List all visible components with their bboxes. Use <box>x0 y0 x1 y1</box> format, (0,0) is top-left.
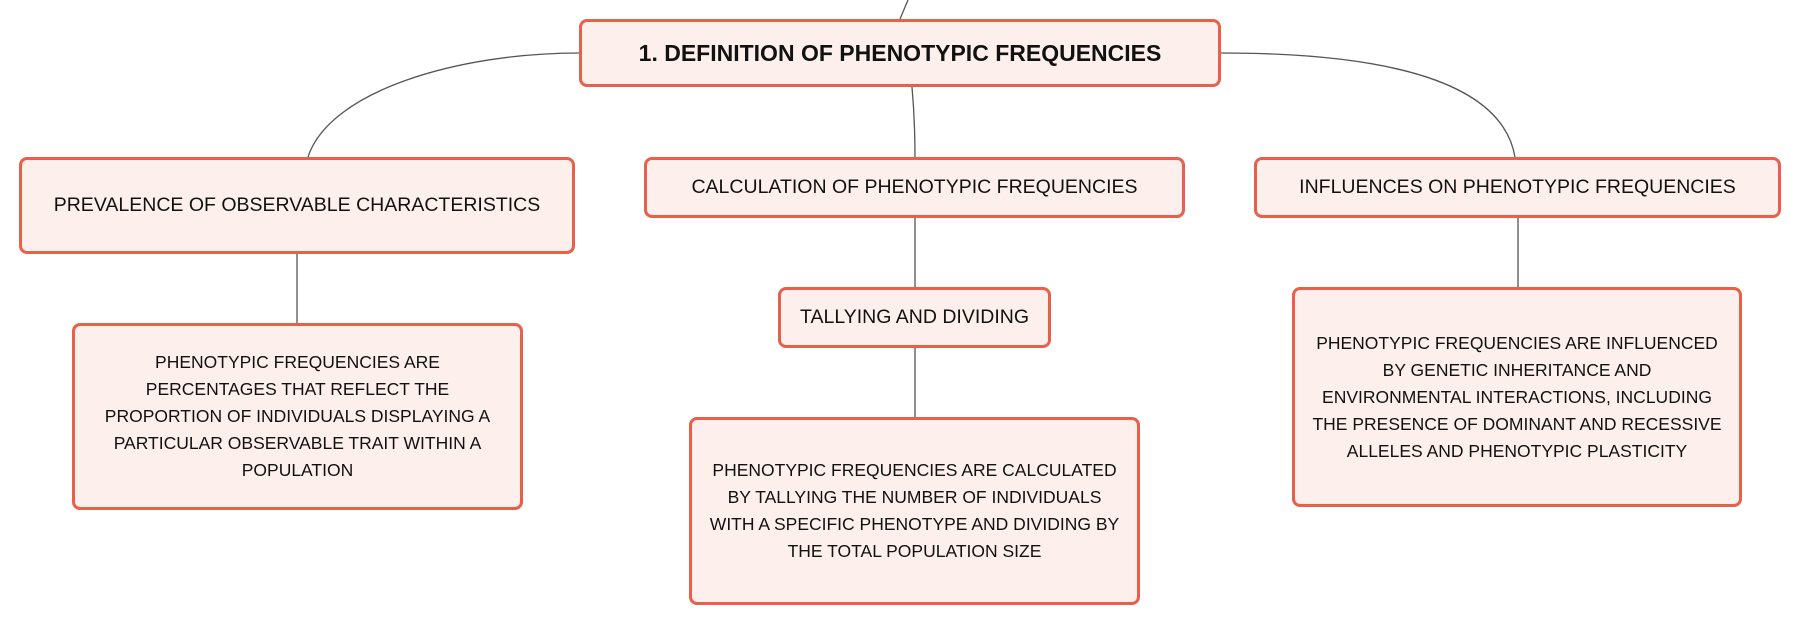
detail-node-calculation[interactable] <box>689 417 1140 605</box>
sub-node-tallying[interactable] <box>778 287 1051 348</box>
branch-node-prevalence[interactable] <box>19 157 575 254</box>
detail-node-influences-text: PHENOTYPIC FREQUENCIES ARE INFLUENCED BY GENETIC INHERITANCE AND ENVIRONMENTAL INTERACTIONS, INCLUDING THE PRESENCE OF DOMINANT AND RECESSIVE ALLELES AND PHENOTYPIC PLASTICITY <box>1312 332 1722 461</box>
root-node[interactable] <box>579 19 1221 87</box>
branch-node-influences[interactable] <box>1254 157 1781 218</box>
detail-node-prevalence-text: PHENOTYPIC FREQUENCIES ARE PERCENTAGES THAT REFLECT THE PROPORTION OF INDIVIDUALS DISPLAYING A PARTICULAR OBSERVABLE TRAIT WITHIN A POPULATION <box>104 352 491 480</box>
root-node-title: 1. DEFINITION OF PHENOTYPIC FREQUENCIES <box>638 39 1162 66</box>
connector-root-to-prevalence <box>308 53 579 157</box>
detail-node-calculation-text: PHENOTYPIC FREQUENCIES ARE CALCULATED BY TALLYING THE NUMBER OF INDIVIDUALS WITH A SPECIFIC PHENOTYPE AND DIVIDING BY THE TOTAL POPULATION SIZE <box>709 460 1120 561</box>
connector-root-to-calculation <box>912 87 915 157</box>
branch-node-influences-label: INFLUENCES ON PHENOTYPIC FREQUENCIES <box>1299 176 1736 198</box>
detail-node-influences[interactable] <box>1292 287 1742 507</box>
branch-node-calculation[interactable] <box>644 157 1185 218</box>
branch-node-prevalence-label: PREVALENCE OF OBSERVABLE CHARACTERISTICS <box>53 194 541 216</box>
branch-node-calculation-label: CALCULATION OF PHENOTYPIC FREQUENCIES <box>691 176 1138 198</box>
connector-parent-to-root <box>900 0 908 19</box>
connector-root-to-influences <box>1221 53 1515 157</box>
sub-node-tallying-label: TALLYING AND DIVIDING <box>800 306 1029 328</box>
detail-node-prevalence[interactable] <box>72 323 523 510</box>
